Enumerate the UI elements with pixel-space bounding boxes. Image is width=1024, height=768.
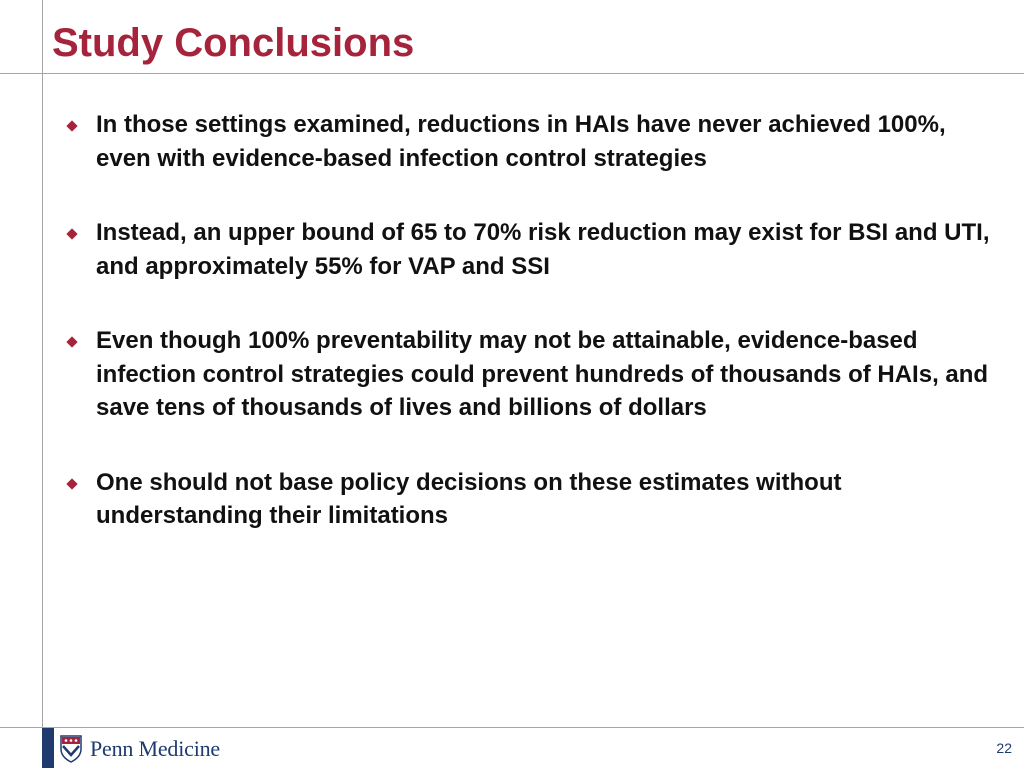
bullet-text: In those settings examined, reductions in HAIs have never achieved 100%, even with evidence-based infection control strategies xyxy=(96,111,946,172)
logo-text: Penn Medicine xyxy=(90,736,220,761)
bullet-item xyxy=(66,324,991,425)
bullet-text: Instead, an upper bound of 65 to 70% risk reduction may exist for BSI and UTI, and approximately 55% for VAP and SSI xyxy=(96,219,990,280)
shield-icon xyxy=(60,735,82,763)
bullet-text: Even though 100% preventability may not be attainable, evidence-based infection control strategies could prevent hundreds of thousands of HAIs, and save tens of thousands of lives and billions of dollars xyxy=(96,327,989,421)
bullet-item xyxy=(66,108,991,175)
bullet-item xyxy=(66,216,991,283)
penn-medicine-logo xyxy=(60,734,220,764)
bullet-list xyxy=(66,108,991,533)
diamond-icon xyxy=(66,478,77,489)
bullet-text: One should not base policy decisions on these estimates without understanding their limitations xyxy=(96,468,842,529)
footer-accent-bar xyxy=(42,728,54,768)
diamond-icon xyxy=(66,336,77,347)
page-number: 22 xyxy=(996,740,1012,756)
vertical-divider xyxy=(42,0,43,728)
diamond-icon xyxy=(66,228,77,239)
footer-divider xyxy=(0,727,1024,728)
diamond-icon xyxy=(66,120,77,131)
bullet-item xyxy=(66,466,991,533)
slide-title: Study Conclusions xyxy=(52,21,415,65)
title-divider xyxy=(0,73,1024,74)
